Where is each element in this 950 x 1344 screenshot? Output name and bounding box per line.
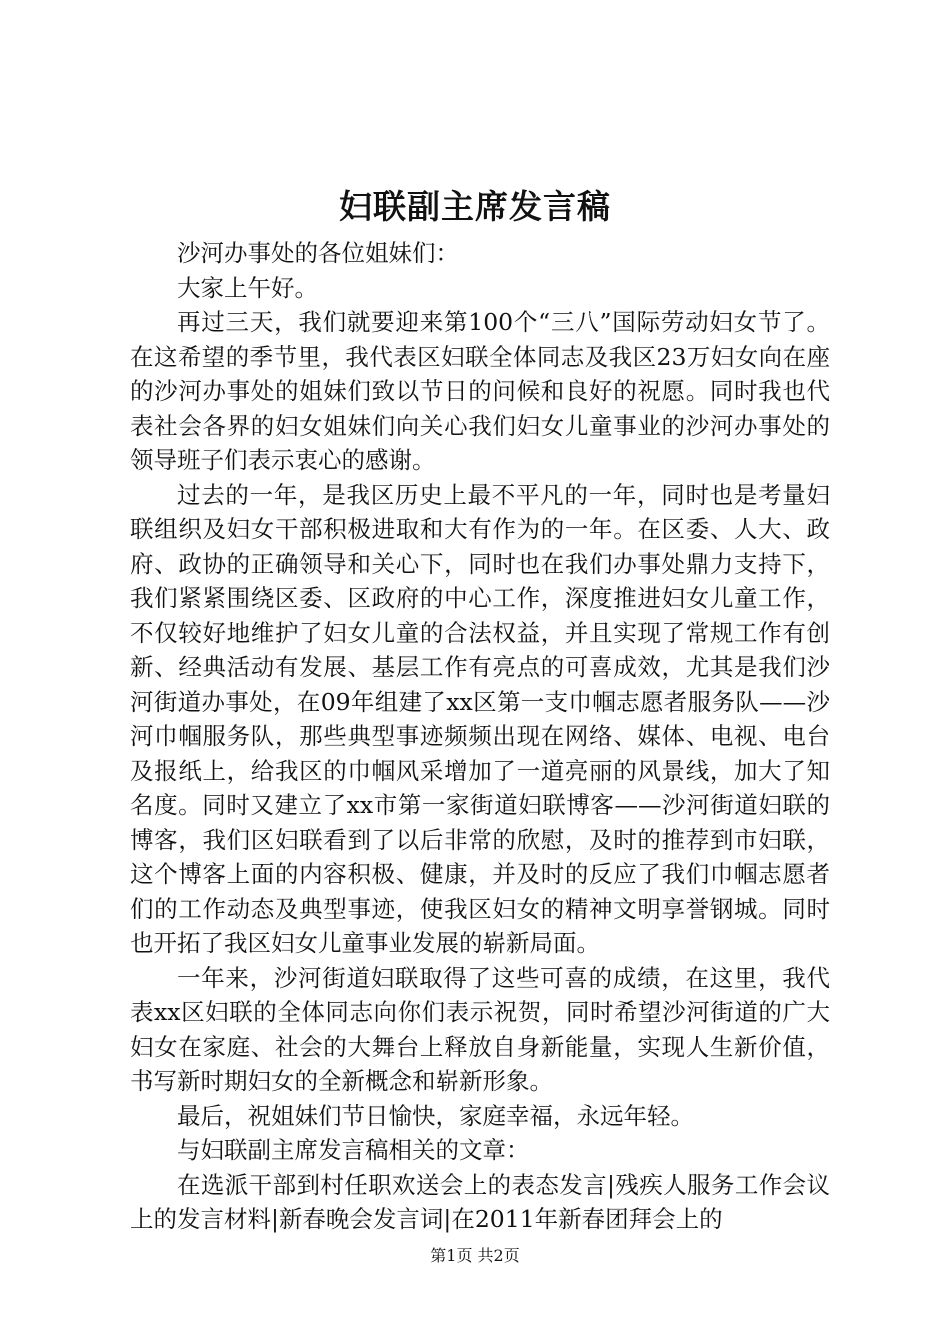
paragraph: 再过三天，我们就要迎来第100个“三八”国际劳动妇女节了。在这希望的季节里，我代表区妇联全体同志及我区23万妇女向在座的沙河办事处的姐妹们致以节日的问候和良好的祝愿。同时我也代表社会各界的妇女姐妹们向关心我们妇女儿童事业的沙河办事处的领导班子们表示衷心的感谢。 xyxy=(130,308,830,474)
page-number: 第1页 共2页 xyxy=(430,1246,520,1265)
paragraph: 一年来，沙河街道妇联取得了这些可喜的成绩，在这里，我代表xx区妇联的全体同志向你们表示祝贺，同时希望沙河街道的广大妇女在家庭、社会的大舞台上释放自身新能量，实现人生新价值，书写新时期妇女的全新概念和崭新形象。 xyxy=(130,963,830,1095)
greeting: 大家上午好。 xyxy=(177,273,318,302)
related-articles-heading: 与妇联副主席发言稿相关的文章： xyxy=(177,1136,530,1164)
salutation: 沙河办事处的各位姐妹们： xyxy=(177,239,459,267)
document-title: 妇联副主席发言稿 xyxy=(339,187,611,226)
paragraph: 过去的一年，是我区历史上最不平凡的一年，同时也是考量妇联组织及妇女干部积极进取和大有作为的一年。在区委、人大、政府、政协的正确领导和关心下，同时也在我们办事处鼎力支持下，我们紧紧围绕区委、区政府的中心工作，深度推进妇女儿童工作，不仅较好地维护了妇女儿童的合法权益，并且实现了常规工作有创新、经典活动有发展、基层工作有亮点的可喜成效，尤其是我们沙河街道办事处，在09年组建了xx区第一支巾帼志愿者服务队——沙河巾帼服务队，那些典型事迹频频出现在网络、媒体、电视、电台及报纸上，给我区的巾帼风采增加了一道亮丽的风景线，加大了知名度。同时又建立了xx市第一家街道妇联博客——沙河街道妇联的博客，我们区妇联看到了以后非常的欣慰，及时的推荐到市妇联，这个博客上面的内容积极、健康，并及时的反应了我们巾帼志愿者们的工作动态及典型事迹，使我区妇女的精神文明享誉钢城。同时也开拓了我区妇女儿童事业发展的崭新局面。 xyxy=(130,480,830,957)
document-body xyxy=(130,236,830,1237)
closing: 最后，祝姐妹们节日愉快，家庭幸福，永远年轻。 xyxy=(177,1101,694,1130)
related-articles-list: 在选派干部到村任职欢送会上的表态发言|残疾人服务工作会议上的发言材料|新春晚会发言词|在2011年新春团拜会上的 xyxy=(130,1170,830,1233)
